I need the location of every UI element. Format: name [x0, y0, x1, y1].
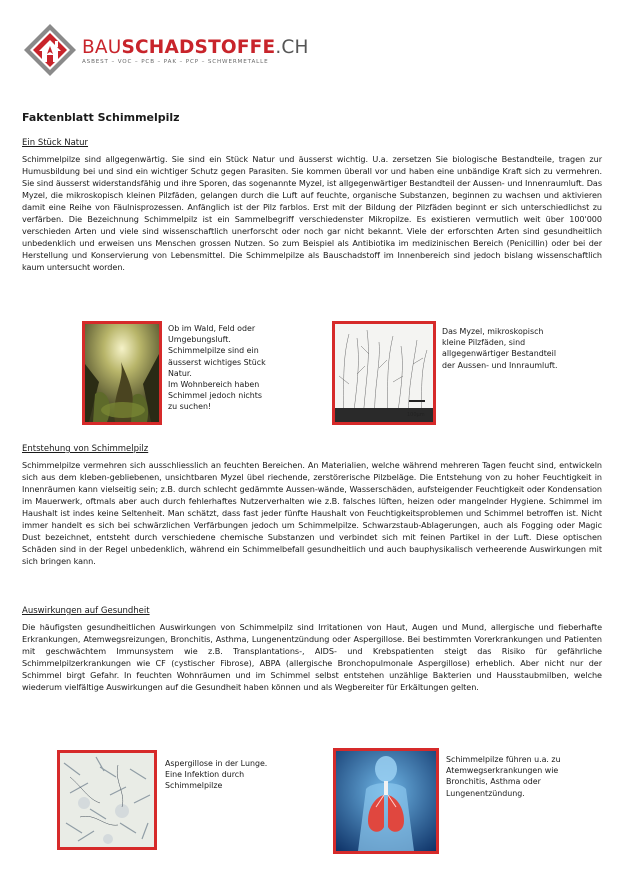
brand-tagline: ASBEST – VOC – PCB – PAK – PCP – SCHWERMETALLE [82, 59, 269, 65]
caption-mycelium: Das Myzel, mikroskopisch kleine Pilzfäden, sind allgegenwärtiger Bestandteil der Aussen- und Innraumluft. [442, 327, 558, 370]
scale-bar-label: 100µm [407, 412, 425, 418]
document-title: Faktenblatt Schimmelpilz [22, 111, 180, 124]
section-heading-natur: Ein Stück Natur [22, 138, 89, 148]
aspergillosis-micrograph [57, 750, 157, 850]
lungs-illustration [333, 748, 439, 854]
mycelium-microscope-photo [332, 321, 436, 425]
brand-name-part2: SCHADSTOFFE [121, 37, 276, 58]
section-text-gesundheit: Die häufigsten gesundheitlichen Auswirkungen von Schimmelpilz sind Irritationen von Haut, Augen und Mund, allergische und fieberhafte Erkrankungen, Atemwegsreizungen, Bronchitis, Asthma, Lungenentzündung oder Aspergillose. Bei bestimmten Vorerkrankungen und Patienten mit geschwächtem Immunsystem wie z.B. Transplantations-, AIDS- und Krebspatienten steigt das Risiko für gefährliche Schimmelpilzerkrankungen wie CF (cystischer Fibrose), ABPA (allergische Bronchopulmonale Aspergillose) erheblich. Aber nicht nur der Schimmel birgt Gefahr. In feuchten Wohnräumen und im Schimmel selbst entstehen unzählige Bakterien und Hausstaubmilben, welche wiederum vielfältige Auswirkungen auf die Gesundheit haben können und als Wegbereiter für Erkältungen gelten. [22, 622, 602, 692]
caption-lungs: Schimmelpilze führen u.a. zu Atemwegserkrankungen wie Bronchitis, Asthma oder Lungenentzündung. [446, 755, 561, 798]
brand-name-part1: BAU [82, 37, 122, 58]
house-logo-icon [22, 22, 78, 78]
section-heading-entstehung: Entstehung von Schimmelpilz [22, 444, 149, 454]
section-text-natur: Schimmelpilze sind allgegenwärtig. Sie sind ein Stück Natur und äusserst wichtig. U.a. zersetzen Sie biologische Bestandteile, tragen zur Humusbildung bei und sind ein wichtiger Schutz gegen Parasiten. Sie kommen überall vor und haben eine unbändige Kraft sich zu vermehren. Sie sind äusserst widerstandsfähig und ihre Sporen, das sogenannte Myzel, ist allgegenwärtiger Bestandteil der Aussen- und Innenraumluft. Das Myzel, die mikroskopisch kleinen Pilzfäden, gelangen durch die Luft auf feuchte, organische Substanzen, beginnen zu wachsen und aktivieren damit eine Reihe von Fäulnisprozessen. Anfänglich ist der Pilz farblos. Erst mit der Bildung der Pilzfäden beginnt er sich unterschiedlichst zu verfärben. Die Bezeichnung Schimmelpilz ist ein Sammelbegriff verschiedenster Mikropilze. Es existieren vermutlich weit über 100'000 verschieden Arten und viele sind wissenschaftlich unerforscht oder noch gar nicht bekannt. Viele der erforschten Arten sind gesundheitlich unbedenklich und erweisen uns Menschen grossen Nutzen. So zum Beispiel als Antibiotika im medizinischen Bereich (Penicillin) oder bei der Herstellung und Konservierung von Lebensmittel. Die Schimmelpilze als Bauschadstoff im Innenbereich sind jedoch bislang wissenschaftlich kaum untersucht worden. [22, 154, 602, 272]
caption-aspergillosis: Aspergillose in der Lunge. Eine Infektion durch Schimmelpilze [165, 759, 268, 791]
section-text-entstehung: Schimmelpilze vermehren sich ausschliesslich an feuchten Bereichen. An Materialien, welche während mehreren Tagen feucht sind, entwickeln sich aus dem kleben-gebliebenen, unsichtbaren Myzel übel riechende, zerstörerische Pilzbeläge. Die Entstehung von zu hoher Feuchtigkeit in Innenräumen kann vielseitig sein; z.B. durch schlecht gedämmte Aussen-wände, Wasserschäden, aufsteigender Feuchtigkeit oder Kondensation im Mauerwerk, oftmals aber auch durch fehlerhaftes Nutzerverhalten wie z.B. falsches lüften, heizen oder mangelnder Hygiene. Schimmel im Haushalt ist indes keine Seltenheit. Man schätzt, dass fast jeder fünfte Haushalt von Feuchtigkeitsproblemen und Schimmel betroffen ist. Nicht immer handelt es sich bei schwärzlichen Verfärbungen jedoch um Schimmelpilze. Schwarzstaub-Ablagerungen, auch als Fogging oder Magic Dust bezeichnet, entsteht durch verschiedene chemische Substanzen und verbindet sich mit feinen Partikel in der Luft. Diese optischen Schäden sind in der Regel unbedenklich, während ein Schimmelbefall gesundheitlich und auch bauphysikalisch verheerende Auswirkungen mit sich bringen kann. [22, 460, 602, 566]
caption-forest: Ob im Wald, Feld oder Umgebungsluft. Schimmelpilze sind ein äusserst wichtiges Stück Natur. Im Wohnbereich haben Schimmel jedoch nichts zu suchen! [168, 324, 266, 412]
section-heading-gesundheit: Auswirkungen auf Gesundheit [22, 606, 150, 616]
forest-photo [82, 321, 162, 425]
brand-name-part3: .CH [275, 37, 309, 58]
